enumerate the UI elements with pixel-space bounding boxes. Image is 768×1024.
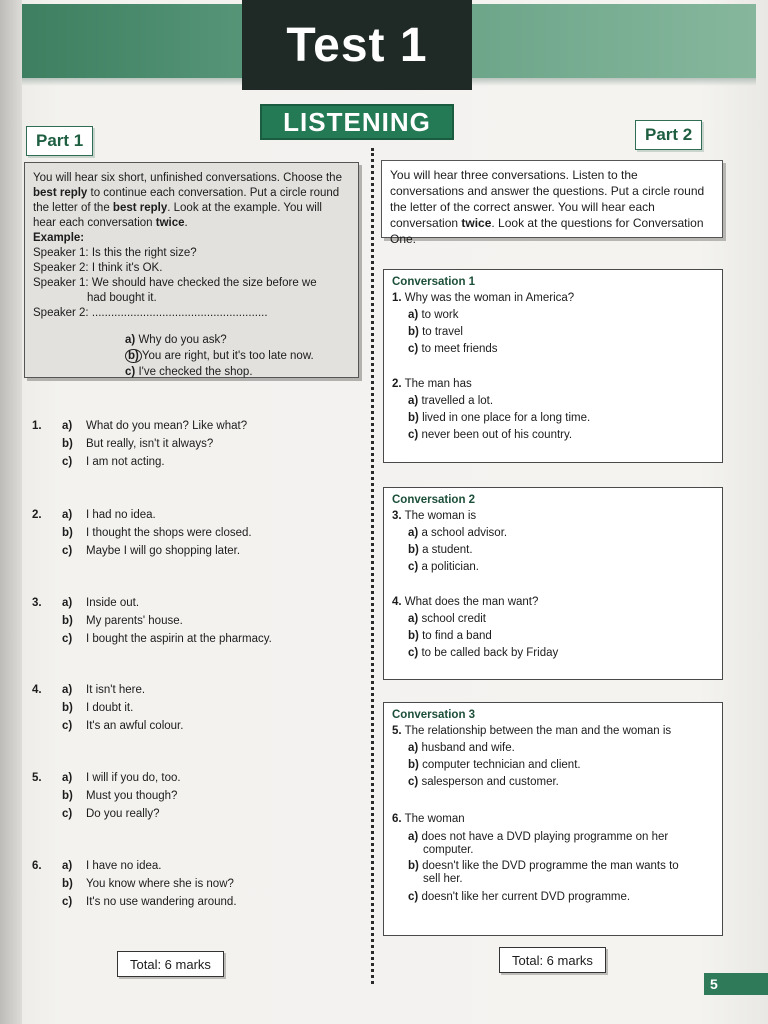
answer-option[interactable]: a) to work xyxy=(408,309,459,321)
example-line: Speaker 1: Is this the right size? xyxy=(33,247,197,259)
answer-option[interactable]: a) does not have a DVD playing programme on her computer. xyxy=(408,831,669,856)
answer-option[interactable]: b) computer technician and client. xyxy=(408,759,581,771)
answer-option[interactable]: b) I doubt it. xyxy=(62,702,134,714)
answer-option[interactable]: 1. a) What do you mean? Like what? xyxy=(32,420,248,432)
answer-option[interactable]: 5. a) I will if you do, too. xyxy=(32,772,181,784)
question-6 xyxy=(32,857,332,911)
answer-option[interactable]: c) doesn't like her current DVD programme. xyxy=(408,891,631,903)
conversation-2-box xyxy=(383,487,723,680)
question-5: 5. The relationship between the man and the woman is a) husband and wife. b) computer technician and client. c) salesperson and customer. xyxy=(392,723,714,791)
part1-label: Part 1 xyxy=(26,126,93,156)
column-divider xyxy=(371,148,374,984)
question-2: 2. The man has a) travelled a lot. b) lived in one place for a long time. c) never been out of his country. xyxy=(392,376,714,444)
answer-option[interactable]: c) Maybe I will go shopping later. xyxy=(62,545,241,557)
question-4: 4. What does the man want? a) school credit b) to find a band c) to be called back by Friday xyxy=(392,594,714,662)
answer-option[interactable]: c) salesperson and customer. xyxy=(408,776,559,788)
example-options xyxy=(33,333,348,380)
question-4 xyxy=(32,681,332,735)
answer-option[interactable]: c) I bought the aspirin at the pharmacy. xyxy=(62,633,272,645)
question-3: 3. The woman is a) a school advisor. b) a student. c) a politician. xyxy=(392,508,714,576)
conversation-title: Conversation 2 xyxy=(392,494,476,506)
answer-option[interactable]: b) doesn't like the DVD programme the man wants to sell her. xyxy=(408,860,679,885)
answer-option[interactable]: b) to find a band xyxy=(408,630,492,642)
example-line: Speaker 1: We should have checked the size before we xyxy=(33,277,317,289)
answer-option[interactable]: b) I thought the shops were closed. xyxy=(62,527,252,539)
conversation-1-box xyxy=(383,269,723,463)
question-6: 6. The woman a) does not have a DVD playing programme on her computer. b) doesn't like the DVD programme the man wants to sell her. c) doesn't like her current DVD programme. xyxy=(392,811,714,906)
part1-total: Total: 6 marks xyxy=(117,951,224,977)
answer-option[interactable]: 2. a) I had no idea. xyxy=(32,509,156,521)
example-option-circled: b) You are right, but it's too late now. xyxy=(125,349,348,364)
answer-option[interactable]: c) I am not acting. xyxy=(62,456,165,468)
answer-option[interactable]: b) lived in one place for a long time. xyxy=(408,412,591,424)
example-option: c) I've checked the shop. xyxy=(125,366,253,378)
answer-option[interactable]: c) never been out of his country. xyxy=(408,429,573,441)
answer-option[interactable]: 4. a) It isn't here. xyxy=(32,684,146,696)
answer-option[interactable]: b) But really, isn't it always? xyxy=(62,438,214,450)
answer-option[interactable]: c) to meet friends xyxy=(408,343,498,355)
answer-option[interactable]: b) You know where she is now? xyxy=(62,878,234,890)
answer-option[interactable]: a) school credit xyxy=(408,613,486,625)
example-heading: Example: xyxy=(33,232,85,244)
answer-option[interactable]: c) a politician. xyxy=(408,561,479,573)
answer-option[interactable]: c) to be called back by Friday xyxy=(408,647,559,659)
example-line: Speaker 2: I think it's OK. xyxy=(33,262,163,274)
answer-option[interactable]: c) It's an awful colour. xyxy=(62,720,184,732)
conversation-title: Conversation 1 xyxy=(392,276,476,288)
answer-option[interactable]: a) a school advisor. xyxy=(408,527,508,539)
part2-instructions: You will hear three conversations. Listen to the conversations and answer the questions. Put a circle round the letter of the correct answer. You will hear each conversation twice. Look at the questions for Conversation One. xyxy=(381,160,723,238)
answer-option[interactable]: c) Do you really? xyxy=(62,808,160,820)
question-2 xyxy=(32,506,332,560)
question-1: 1. Why was the woman in America? a) to work b) to travel c) to meet friends xyxy=(392,290,714,358)
part1-instructions: You will hear six short, unfinished conversations. Choose the best reply to continue each conversation. Put a circle round the letter of the best reply. Look at the example. You will hear each conversation twice. Example: Speaker 1: Is this the right size? Speaker 2: I think it's OK. Speaker 1: We should have checked the size before we had bought it. Speaker 2: ....................................................... a) Why do you ask? b) You are right, but it's too late now. c) I've checked the shop. xyxy=(24,162,359,378)
book-spine xyxy=(0,0,22,1024)
part2-label: Part 2 xyxy=(635,120,702,150)
question-1 xyxy=(32,417,332,471)
answer-option[interactable]: 6. a) I have no idea. xyxy=(32,860,162,872)
answer-option[interactable]: c) It's no use wandering around. xyxy=(62,896,237,908)
example-line: Speaker 2: ....................................................... xyxy=(33,307,268,319)
example-option: a) Why do you ask? xyxy=(125,334,227,346)
answer-option[interactable]: b) My parents' house. xyxy=(62,615,183,627)
conversation-title: Conversation 3 xyxy=(392,709,476,721)
example-line: had bought it. xyxy=(87,292,157,304)
answer-option[interactable]: b) to travel xyxy=(408,326,463,338)
answer-option[interactable]: b) Must you though? xyxy=(62,790,178,802)
page-number: 5 xyxy=(704,973,768,995)
part2-total: Total: 6 marks xyxy=(499,947,606,973)
circled-answer: b) xyxy=(125,349,142,363)
section-title: LISTENING xyxy=(260,104,454,140)
test-title: Test 1 xyxy=(242,0,472,90)
question-3 xyxy=(32,594,332,648)
conversation-3-box xyxy=(383,702,723,936)
answer-option[interactable]: b) a student. xyxy=(408,544,473,556)
answer-option[interactable]: 3. a) Inside out. xyxy=(32,597,140,609)
answer-option[interactable]: a) husband and wife. xyxy=(408,742,515,754)
answer-option[interactable]: a) travelled a lot. xyxy=(408,395,494,407)
question-5 xyxy=(32,769,332,823)
